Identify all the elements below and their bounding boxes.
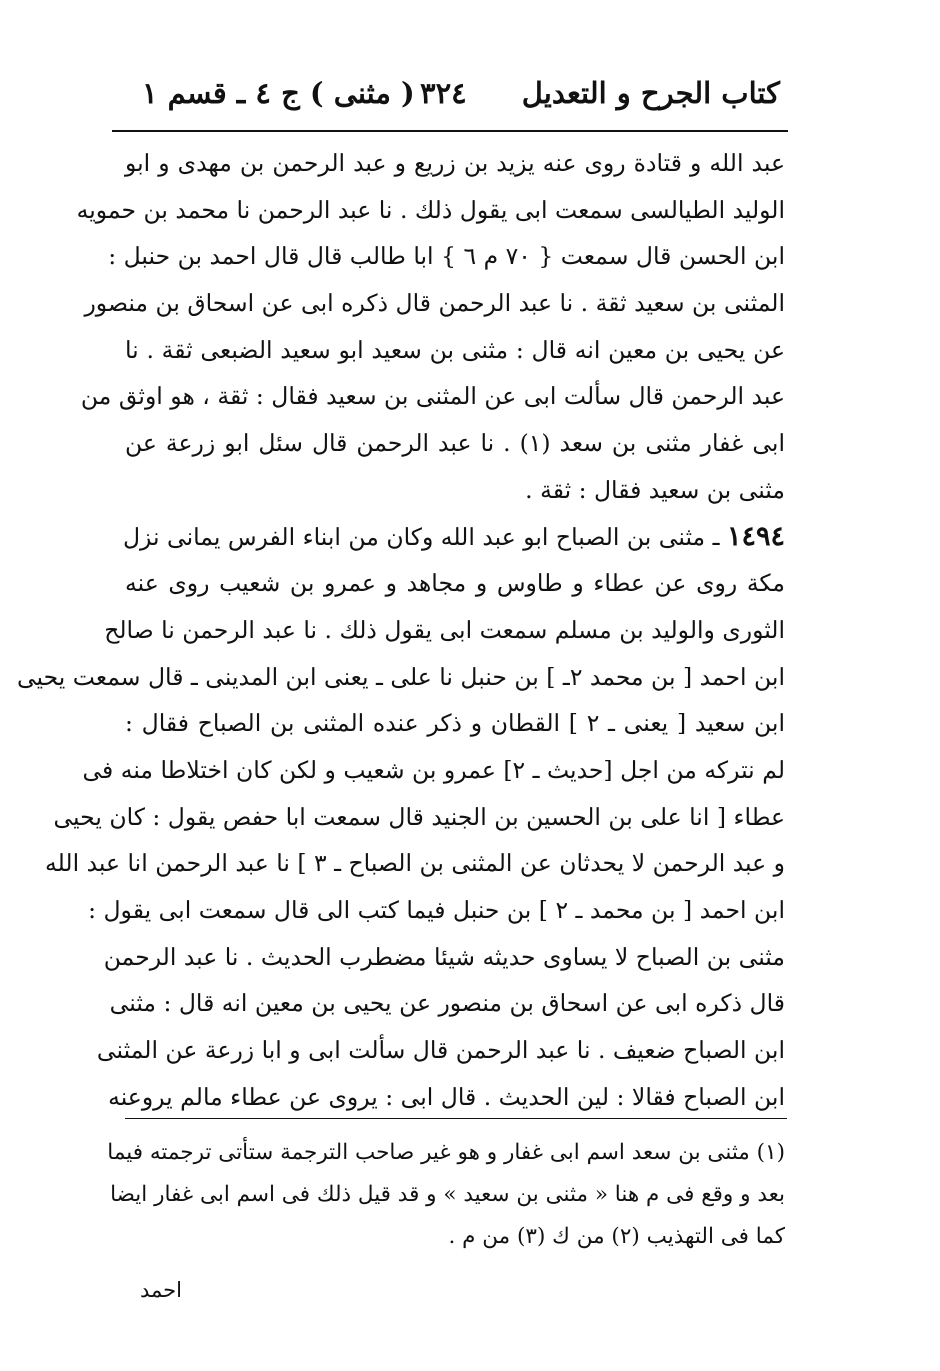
- text-line: و عبد الرحمن لا يحدثان عن المثنى بن الصباح ـ ٣ ] نا عبد الرحمن انا عبد الله: [45, 849, 785, 878]
- text-line: ابن الصباح ضعيف . نا عبد الرحمن قال سألت ابى و ابا زرعة عن المثنى: [96, 1036, 785, 1065]
- text-line: لم نتركه من اجل [حديث ـ ٢] عمرو بن شعيب و لكن كان اختلاطا منه فى: [82, 755, 785, 784]
- page-number: ٣٢٤: [420, 76, 467, 110]
- text-line: ابى غفار مثنى بن سعد (١) . نا عبد الرحمن قال سئل ابو زرعة عن: [125, 429, 785, 458]
- volume-part: ( مثنى ) ج ٤ ـ قسم ١: [142, 76, 415, 110]
- text-line: عبد الرحمن قال سألت ابى عن المثنى بن سعيد فقال : ثقة ، هو اوثق من: [80, 382, 785, 411]
- text-line: مثنى بن سعيد فقال : ثقة .: [525, 475, 785, 504]
- text-line: الثورى والوليد بن مسلم سمعت ابى يقول ذلك . نا عبد الرحمن نا صالح: [104, 615, 785, 644]
- footnote-rule: [125, 1118, 787, 1119]
- book-title: كتاب الجرح و التعديل: [521, 76, 780, 110]
- text-line: ابن احمد [ بن محمد ـ ٢ ] بن حنبل فيما كتب الى قال سمعت ابى يقول :: [88, 896, 785, 924]
- text-line: عطاء [ انا على بن الحسين بن الجنيد قال سمعت ابا حفص يقول : كان يحيى: [53, 802, 785, 831]
- text-line: ابن احمد [ بن محمد ٢ـ ] بن حنبل نا على ـ يعنى ابن المدينى ـ قال سمعت يحيى: [16, 662, 785, 691]
- footnote-line: كما فى التهذيب (٢) من ك (٣) من م .: [448, 1224, 785, 1249]
- footnote-line: بعد و وقع فى م هنا « مثنى بن سعيد » و قد قيل ذلك فى اسم ابى غفار ايضا: [110, 1182, 785, 1207]
- running-header: [120, 68, 780, 124]
- footnotes: [107, 1132, 785, 1258]
- text-line: مثنى بن الصباح لا يساوى حديثه شيئا مضطرب الحديث . نا عبد الرحمن: [103, 942, 785, 971]
- text-line: ابن الصباح فقالا : لين الحديث . قال ابى : يروى عن عطاء مالم يروعنه: [108, 1082, 785, 1111]
- text-line: عبد الله و قتادة روى عنه يزيد بن زريع و عبد الرحمن بن مهدى و ابو: [125, 149, 785, 177]
- text-line: عن يحيى بن معين انه قال : مثنى بن سعيد ابو سعيد الضبعى ثقة . نا: [125, 335, 785, 364]
- text-line: الوليد الطيالسى سمعت ابى يقول ذلك . نا عبد الرحمن نا محمد بن حمويه: [76, 195, 785, 224]
- entry-heading-text: ـ مثنى بن الصباح ابو عبد الله وكان من ابناء الفرس يمانى نزل: [122, 522, 720, 551]
- text-line: مكة روى عن عطاء و طاوس و مجاهد و عمرو بن شعيب روى عنه: [125, 569, 785, 598]
- text-line: قال ذكره ابى عن اسحاق بن منصور عن يحيى بن معين انه قال : مثنى: [109, 989, 785, 1018]
- main-text: [16, 140, 785, 1120]
- catchword: احمد: [140, 1278, 182, 1302]
- text-line: ابن سعيد [ يعنى ـ ٢ ] القطان و ذكر عنده المثنى بن الصباح فقال :: [125, 709, 785, 738]
- text-line: المثنى بن سعيد ثقة . نا عبد الرحمن قال ذكره ابى عن اسحاق بن منصور: [84, 289, 785, 318]
- entry-number: ١٤٩٤: [726, 520, 785, 552]
- header-rule: [112, 130, 788, 132]
- text-line: ابن الحسن قال سمعت { ٧٠ م ٦ } ابا طالب قال قال احمد بن حنبل :: [108, 242, 785, 271]
- entry-first-line: [122, 514, 785, 561]
- footnote-line: (١) مثنى بن سعد اسم ابى غفار و هو غير صاحب الترجمة ستأتى ترجمته فيما: [107, 1140, 785, 1165]
